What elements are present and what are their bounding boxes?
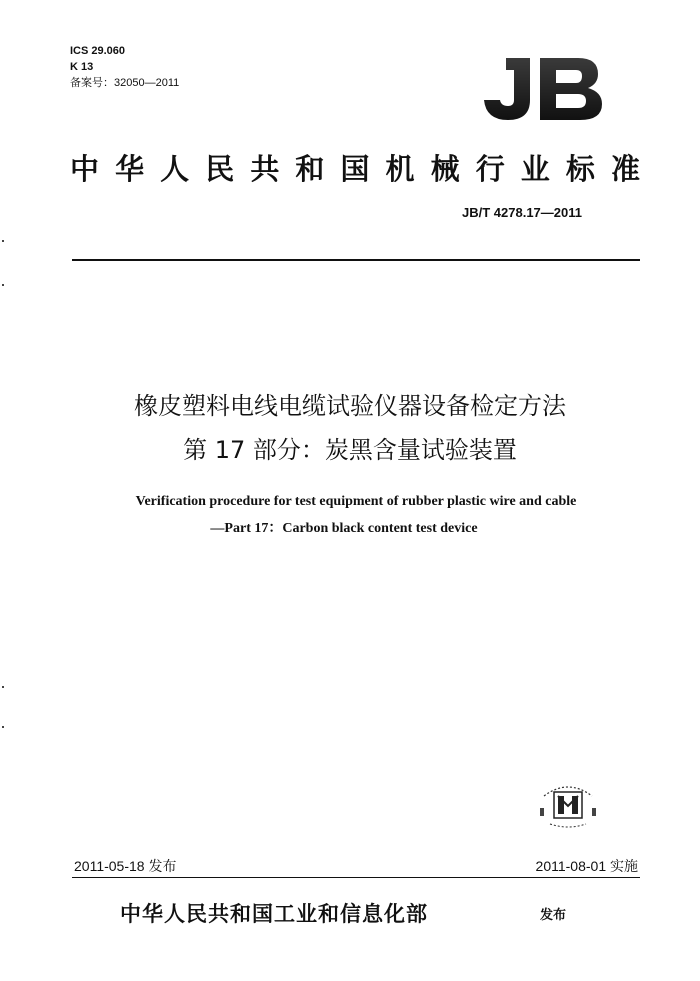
standard-title-char: 械 xyxy=(430,151,460,186)
issuing-authority: 中华人民共和国工业和信息化部 xyxy=(120,902,428,926)
logo-text: JB xyxy=(526,120,527,121)
standard-title-char: 华 xyxy=(115,151,145,186)
scan-mark xyxy=(2,726,4,728)
issuing-authority-suffix: 发布 xyxy=(540,908,567,923)
bottom-divider xyxy=(72,877,640,878)
classification-code: K 13 xyxy=(70,61,94,73)
document-title-cn-line2: 第 17 部分：炭黑含量试验装置 xyxy=(183,436,517,464)
publish-date: 2011-05-18 发布 xyxy=(74,858,177,874)
standard-category-title xyxy=(70,147,640,187)
standard-title-char: 准 xyxy=(610,151,640,186)
standard-title-char: 行 xyxy=(475,151,505,186)
scan-mark xyxy=(2,686,4,688)
standard-title-char: 机 xyxy=(385,151,415,186)
standard-number: JB/T 4278.17—2011 xyxy=(462,205,582,220)
ics-code: ICS 29.060 xyxy=(70,45,126,57)
document-title-en-line1: Verification procedure for test equipment of rubber plastic wire and cable xyxy=(135,494,577,509)
top-divider xyxy=(72,259,640,261)
standard-title-char: 民 xyxy=(205,151,235,186)
registration-number: 备案号：32050—2011 xyxy=(70,77,180,89)
standard-title-char: 人 xyxy=(160,151,190,186)
scan-mark xyxy=(2,240,4,242)
publisher-seal-icon xyxy=(536,776,600,832)
scan-mark xyxy=(2,284,4,286)
standard-title-char: 业 xyxy=(520,151,550,186)
standard-title-char: 中 xyxy=(70,151,100,186)
implementation-date: 2011-08-01 实施 xyxy=(535,858,638,874)
jb-logo xyxy=(478,56,604,122)
standard-title-char: 共 xyxy=(250,151,280,186)
standard-title-char: 标 xyxy=(565,151,595,186)
document-title-cn-line1: 橡皮塑料电线电缆试验仪器设备检定方法 xyxy=(134,392,566,420)
standard-title-char: 和 xyxy=(295,151,325,186)
document-title-en-line2: —Part 17：Carbon black content test device xyxy=(210,521,478,536)
standard-title-char: 国 xyxy=(340,151,370,186)
